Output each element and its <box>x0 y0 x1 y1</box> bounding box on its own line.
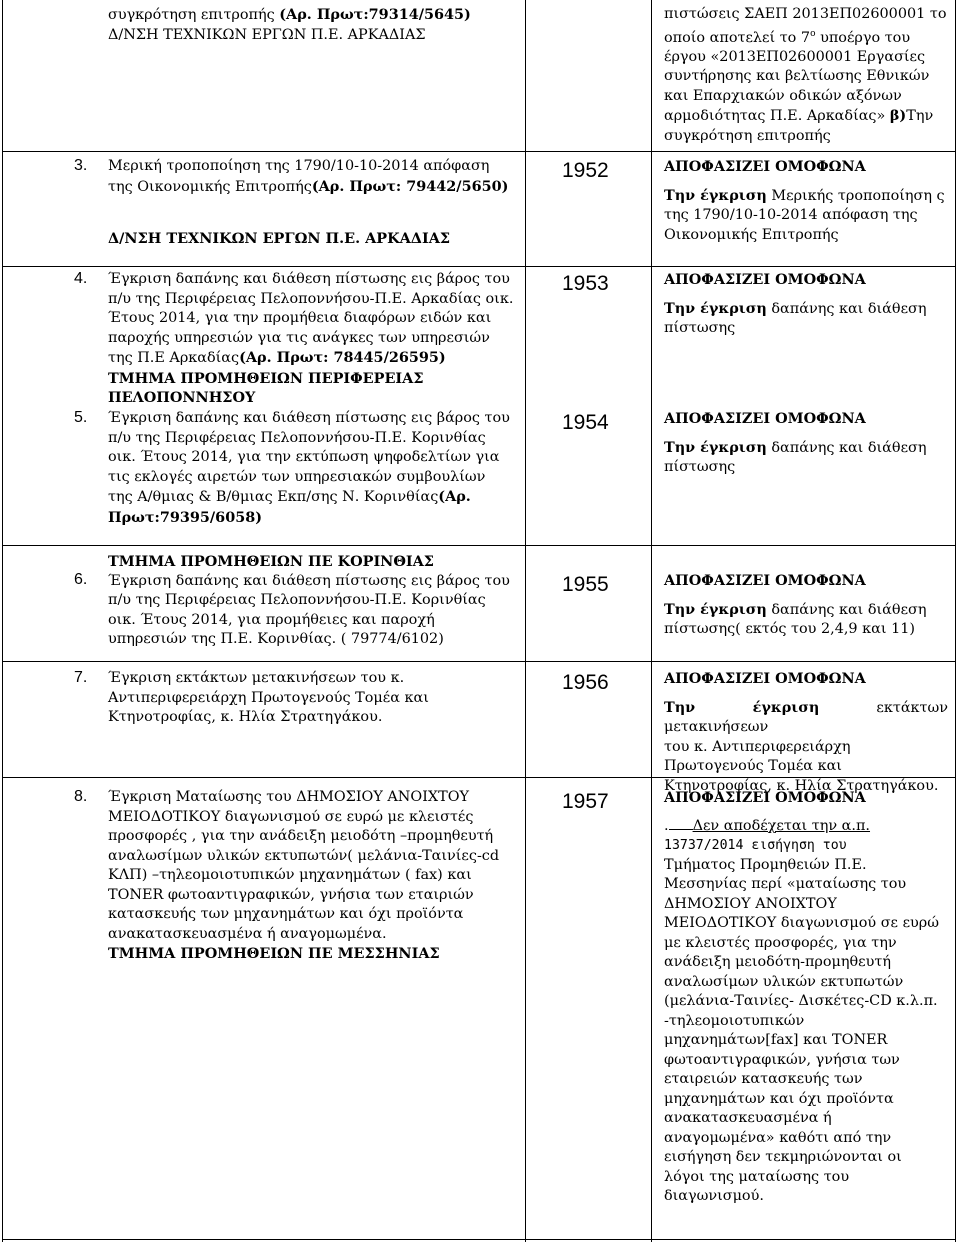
decision-text: ΑΠΟΦΑΣΙΖΕΙ ΟΜΟΦΩΝΑ Την έγκριση Μερικής τροποποίηση ς της 1790/10-10-2014 απόφαση της Οικονομικής Επιτροπής <box>664 158 945 243</box>
item-number: 8. <box>74 788 88 805</box>
decision-text-continued: πιστώσεις ΣΑΕΠ 2013ΕΠ02600001 το οποίο αποτελεί το $7^o$ υποέργο του έργου «2013ΕΠ02600001 Εργασίες συντήρησης και βελτίωσης Εθνικών και Επαρχιακών οδικών αξόνων αρμοδιότητας Π.Ε. Αρκαδίας» β)Την συγκρότηση επιτροπής <box>664 6 947 144</box>
decision-number: 1953 <box>562 272 609 295</box>
column-divider-subject <box>525 0 526 1242</box>
decision-text: ΑΠΟΦΑΣΙΖΕΙ ΟΜΟΦΩΝΑ Την έγκριση εκτάκτων μετακινήσεων του κ. Αντιπεριφερειάρχη Πρωτογενούς Τομέα και Κτηνοτροφίας, κ. Ηλία Στρατηγάκου. <box>664 670 948 794</box>
decision-text: ΑΠΟΦΑΣΙΖΕΙ ΟΜΟΦΩΝΑ . Δεν αποδέχεται την α.π. 13737/2014 εισήγηση του Τμήματος Προμηθειών Π.Ε. Μεσσηνίας περί «ματαίωσης του ΔΗΜΟΣΙΟΥ ΑΝΟΙΧΤΟΥ ΜΕΙΟΔΟΤΙΚΟΥ διαγωνισμού σε ευρώ με κλειστές προσφορές, για την ανάδειξη μειοδότη-προμηθευτή αναλωσίμων υλικών εκτυπωτών (μελάνια-Ταινίες- Δισκέτες-CD κ.λ.π. -τηλεομοιοτυπικών μηχανημάτων[fax] και TONER φωτοαντιγραφικών, γνήσια των εταιρειών κατασκευής των μηχανημάτων και όχι προϊόντα ανακατασκευασμένα ή αναγομωμένα» καθότι από την εισήγηση δεν τεκμηριώνονται οι λόγοι της ματαίωσης του διαγωνισμού. <box>664 789 939 1204</box>
item-subject: ΤΜΗΜΑ ΠΡΟΜΗΘΕΙΩΝ ΠΕ ΚΟΡΙΝΘΙΑΣ Έγκριση δαπάνης και διάθεση πίστωσης εις βάρος του π/υ της Περιφέρειας Πελοποννήσου-Π.Ε. Κορινθίας οικ. Έτους 2014, για προμήθειες και παροχή υπηρεσιών της Π.Ε. Κορινθίας. ( 79774/6102) <box>108 553 510 647</box>
item-number: 6. <box>74 571 88 588</box>
decision-text: ΑΠΟΦΑΣΙΖΕΙ ΟΜΟΦΩΝΑ Την έγκριση δαπάνης και διάθεση πίστωσης( εκτός του 2,4,9 και 11) <box>664 572 927 637</box>
item-subject: Έγκριση εκτάκτων μετακινήσεων του κ. Αντιπεριφερειάρχη Πρωτογενούς Τομέα και Κτηνοτροφίας, κ. Ηλία Στρατηγάκου. <box>108 670 429 725</box>
item-subject: Μερική τροποποίηση της 1790/10-10-2014 απόφαση της Οικονομικής Επιτροπής(Αρ. Πρωτ: 79442/5650) Δ/ΝΣΗ ΤΕΧΝΙΚΩΝ ΕΡΓΩΝ Π.Ε. ΑΡΚΑΔΙΑΣ <box>108 158 509 247</box>
decision-number: 1955 <box>562 573 609 596</box>
table-border-left <box>2 0 3 1242</box>
decision-number: 1957 <box>562 790 609 813</box>
item-number: 4. <box>74 270 88 287</box>
decision-text: ΑΠΟΦΑΣΙΖΕΙ ΟΜΟΦΩΝΑ Την έγκριση δαπάνης και διάθεση πίστωσης <box>664 410 927 475</box>
row-divider <box>2 266 956 267</box>
row-divider <box>2 661 956 662</box>
row-divider <box>2 545 956 546</box>
table-border-right <box>955 0 956 1242</box>
item-number: 3. <box>74 157 88 174</box>
item-subject: Έγκριση δαπάνης και διάθεση πίστωσης εις βάρος του π/υ της Περιφέρειας Πελοποννήσου-Π.Ε. Κορινθίας οικ. Έτους 2014, για την εκτύπωση ψηφοδελτίων για τις εκλογές αιρετών των υπηρεσιακών συμβουλίων της Α/θμιας & Β/θμιας Εκπ/σης Ν. Κορινθίας(Αρ. Πρωτ:79395/6058) <box>108 410 510 526</box>
decision-number: 1956 <box>562 671 609 694</box>
item-number: 5. <box>74 409 88 426</box>
decision-number: 1954 <box>562 411 609 434</box>
subject-cell-continued: συγκρότηση επιτροπής (Αρ. Πρωτ:79314/5645) Δ/ΝΣΗ ΤΕΧΝΙΚΩΝ ΕΡΓΩΝ Π.Ε. ΑΡΚΑΔΙΑΣ <box>108 6 471 43</box>
item-number: 7. <box>74 669 88 686</box>
column-divider-decision <box>651 0 652 1242</box>
decision-text: ΑΠΟΦΑΣΙΖΕΙ ΟΜΟΦΩΝΑ Την έγκριση δαπάνης και διάθεση πίστωσης <box>664 271 927 336</box>
row-divider <box>2 151 956 152</box>
item-subject: Έγκριση Ματαίωσης του ΔΗΜΟΣΙΟΥ ΑΝΟΙΧΤΟΥ ΜΕΙΟΔΟΤΙΚΟΥ διαγωνισμού σε ευρώ με κλειστές προσφορές , για την ανάδειξη μειοδότη –προμηθευτή αναλωσίμων υλικών εκτυπωτών( μελάνια-Ταινίες-cd ΚΛΠ) –τηλεομοιοτυπικών μηχανημάτων ( fax) και TONER φωτοαντιγραφικών, γνήσια των εταιριών κατασκευής των μηχανημάτων και όχι προϊόντα ανακατασκευασμένα ή αναγομωμένα. ΤΜΗΜΑ ΠΡΟΜΗΘΕΙΩΝ ΠΕ ΜΕΣΣΗΝΙΑΣ <box>108 789 500 962</box>
item-subject: Έγκριση δαπάνης και διάθεση πίστωσης εις βάρος του π/υ της Περιφέρειας Πελοποννήσου-Π.Ε. Αρκαδίας οικ. Έτους 2014, για την προμήθεια διαφόρων ειδών και παροχής υπηρεσιών για τις ανάγκες των υπηρεσιών της Π.Ε Αρκαδίας(Αρ. Πρωτ: 78445/26595) ΤΜΗΜΑ ΠΡΟΜΗΘΕΙΩΝ ΠΕΡΙΦΕΡΕΙΑΣ ΠΕΛΟΠΟΝΝΗΣΟΥ <box>108 271 514 406</box>
decision-number: 1952 <box>562 159 609 182</box>
table-border-bottom <box>2 1239 956 1240</box>
